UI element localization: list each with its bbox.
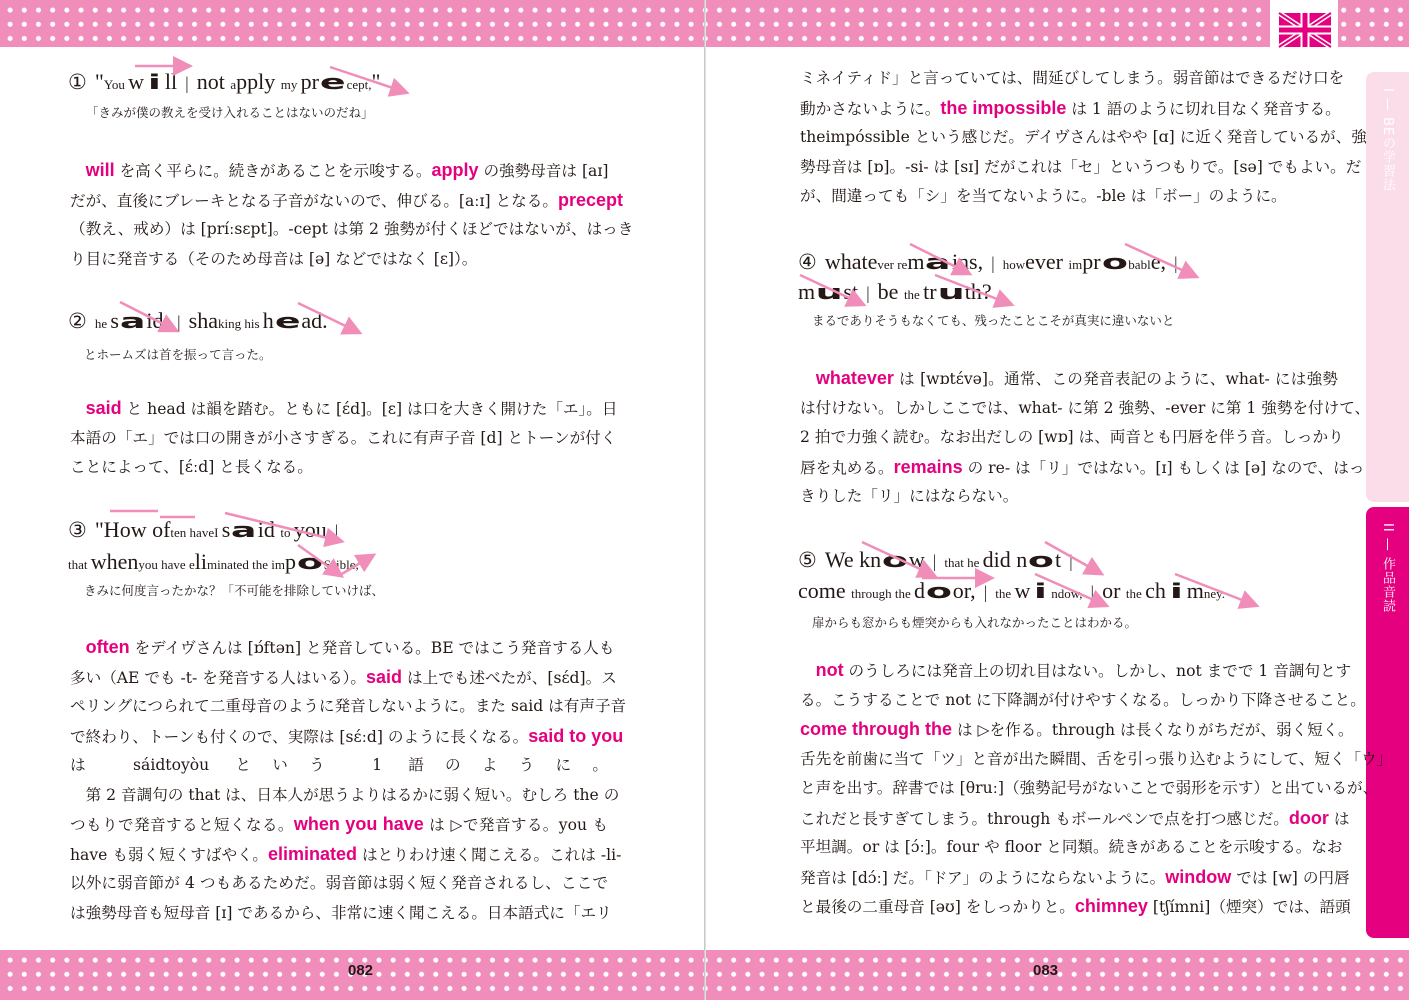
text-line: [70, 424, 617, 454]
highlighted-term: precept: [557, 189, 623, 210]
body-text: [70, 400, 86, 418]
example-word: You: [103, 77, 129, 92]
example-word: pr: [1082, 249, 1101, 274]
example-word: id,: [146, 308, 170, 333]
body-text: は [wɒtɛ́və]。通常、この発音表記のように、what- には強勢: [893, 370, 1338, 388]
example-word: ll: [164, 69, 178, 94]
example-word: he: [94, 316, 111, 331]
example-number: ③: [68, 518, 87, 542]
example-word: s: [221, 517, 231, 542]
example-word: that: [68, 557, 91, 572]
example-1-translation: 「きみが僕の教えを受け入れることはないのだね」: [86, 105, 374, 120]
page-number-right: 083: [1033, 962, 1059, 979]
example-word: st: [843, 279, 859, 304]
paragraph: [70, 394, 618, 483]
body-text: は上でも述べたが、[sɛ́d]。ス: [402, 668, 617, 687]
example-word: not: [196, 69, 231, 94]
side-tab-label: II — 作品音読: [1380, 523, 1395, 613]
text-line: [70, 453, 608, 483]
paragraph: [800, 656, 1393, 922]
text-line: [70, 633, 615, 663]
example-word: babl: [1128, 257, 1151, 272]
body-text: 発音は [dɔ́ː] だ。「ドア」のようにならないように。: [800, 868, 1166, 887]
highlighted-term: said to you: [528, 725, 624, 746]
example-word: ney.: [1203, 586, 1225, 601]
highlighted-term: when you have: [293, 814, 424, 834]
text-line: [800, 364, 1338, 394]
highlighted-term: the impossible: [940, 97, 1067, 118]
text-line: [70, 810, 608, 840]
highlighted-term: door: [1288, 807, 1329, 828]
example-word: you: [293, 517, 327, 542]
body-text: で終わり、トーンも付くので、実際は [sɛ́ːd] のように長くなる。: [70, 727, 529, 746]
text-line: [800, 423, 1344, 453]
text-line: [800, 64, 1345, 94]
text-line: [800, 482, 1338, 512]
highlighted-term: said: [366, 666, 403, 687]
body-text: 平坦調。or は [ɔ́ː]。four や floor と同類。続きがあることを示唆する。なお: [800, 838, 1343, 856]
body-text: 以外に弱音節が 4 つもあるためだ。弱音節は弱く短く発音されるし、ここで: [70, 874, 608, 892]
example-word: whate: [824, 249, 878, 274]
phrase-separator: |: [177, 312, 181, 332]
example-word: sha: [188, 308, 218, 333]
example-word: or: [1102, 578, 1126, 603]
example-word: m: [798, 279, 816, 304]
example-word: p: [284, 549, 296, 574]
body-text: は sáidtoyòu という 1 語のように。: [70, 756, 608, 774]
text-line: [70, 394, 618, 424]
example-word: Ssible,: [323, 557, 359, 572]
text-line: [70, 156, 608, 186]
highlighted-term: come through the: [800, 719, 952, 739]
body-text: の re- は「リ」ではない。[ɪ] もしくは [ə] なので、はっ: [962, 458, 1365, 477]
example-3-line-1: [68, 516, 346, 547]
example-word: m: [907, 249, 925, 274]
example-word: the: [903, 287, 924, 302]
body-text: のうしろには発音上の切れ目はない。しかし、not までで 1 音調句とす: [843, 662, 1352, 680]
stressed-vowel: o: [1101, 250, 1128, 274]
example-5-line-1: [798, 546, 1081, 577]
example-word: ch: [1145, 578, 1166, 603]
text-line: [800, 745, 1393, 775]
body-text: 動かさないように。: [800, 99, 941, 118]
example-word: h: [262, 308, 274, 333]
stressed-vowel: e: [319, 70, 346, 94]
example-number: ②: [68, 309, 87, 333]
highlighted-term: said: [85, 398, 122, 418]
example-word: ten haveI: [170, 525, 222, 540]
text-line: [70, 781, 620, 811]
example-5-line-2: [798, 577, 1225, 608]
text-line: [800, 453, 1365, 483]
text-line: [800, 804, 1350, 834]
body-text: ミネイティド」と言っていては、間延びしてしまう。弱音節はできるだけ口を: [800, 69, 1345, 87]
text-line: [800, 656, 1352, 686]
example-word: w: [128, 69, 145, 94]
example-word: or,: [952, 578, 976, 603]
text-line: [70, 869, 608, 899]
example-word: We kn: [824, 547, 882, 572]
body-text: は ▷で発音する。you も: [423, 816, 608, 834]
example-word: d: [913, 578, 925, 603]
example-5-translation: 扉からも窓からも煙突からも入れなかったことはわかる。: [812, 615, 1138, 630]
body-text: だが、直後にブレーキとなる子音がないので、伸びる。[aːɪ] となる。: [70, 191, 558, 210]
stressed-vowel: o: [296, 550, 323, 574]
stressed-vowel: o: [1028, 548, 1055, 572]
example-word: you have e: [138, 557, 195, 572]
paragraph: [70, 633, 627, 928]
stressed-vowel: i: [1034, 579, 1048, 603]
example-4-line-2: [798, 278, 992, 309]
phrase-separator: |: [991, 253, 995, 273]
body-text: [70, 639, 86, 657]
text-line: [800, 833, 1343, 863]
stressed-vowel: u: [815, 280, 843, 304]
union-jack-flag-icon: [1279, 13, 1331, 47]
body-text: 多い（AE でも -t- を発音する人はいる）。: [70, 668, 367, 687]
body-text: 2 拍で力強く読む。なお出だしの [wɒ] は、両音とも円唇を伴う音。しっかり: [800, 428, 1344, 446]
body-text: をデイヴさんは [ɒ́ftən] と発音している。BE ではこう発音する人も: [129, 639, 615, 657]
text-line: [70, 215, 634, 245]
highlighted-term: eliminated: [267, 843, 357, 864]
highlighted-term: will: [85, 160, 115, 180]
example-word: "How of: [94, 517, 171, 542]
example-word: through the: [851, 586, 914, 601]
example-word: ever: [1025, 249, 1069, 274]
example-3-translation: きみに何度言ったかな？「不可能を排除していけば、: [84, 583, 385, 598]
phrase-separator: |: [1173, 253, 1178, 273]
text-line: [800, 123, 1367, 153]
stressed-vowel: o: [925, 579, 952, 603]
text-line: [70, 840, 622, 870]
text-line: [800, 153, 1362, 183]
body-text: ペリングにつられて二重母音のように発音しないように。また said は有声子音: [70, 697, 627, 715]
example-word: t: [1055, 547, 1062, 572]
example-word: my: [280, 77, 301, 92]
body-text: は: [1328, 809, 1350, 828]
phrase-separator: |: [1090, 582, 1095, 602]
side-tab-reading-works[interactable]: [1366, 507, 1409, 938]
example-word: tr: [923, 279, 937, 304]
stressed-vowel: i: [147, 70, 161, 94]
body-text: の強勢母音は [aɪ]: [478, 162, 609, 180]
text-line: [800, 774, 1379, 804]
stressed-vowel: i: [1169, 579, 1183, 603]
highlighted-term: apply: [431, 160, 479, 180]
example-word: m: [1186, 578, 1204, 603]
example-word: did n: [982, 547, 1028, 572]
example-number: ⑤: [798, 548, 817, 572]
example-4-line-1: [798, 248, 1186, 279]
example-2-line: [68, 307, 328, 338]
text-line: [800, 863, 1350, 893]
body-text: と声を出す。辞書では [θruː]（強勢記号がないことで弱形を示す）と出ているが、: [800, 779, 1379, 797]
example-word: pply: [236, 69, 281, 94]
body-text: [tʃímni]（煙突）では、語頭: [1147, 898, 1351, 916]
body-text: [800, 370, 816, 388]
stressed-vowel: o: [881, 548, 909, 572]
text-line: [70, 186, 623, 216]
example-word: a: [230, 77, 237, 92]
body-text: [800, 662, 816, 680]
example-word: the: [995, 586, 1015, 601]
side-tab-label: I — BEの学習法: [1380, 88, 1395, 193]
example-word: ver re: [877, 257, 908, 272]
example-word: s: [110, 308, 119, 333]
example-word: when: [90, 549, 139, 574]
body-text: 本語の「エ」では口の開きが小さすぎる。これに有声子音 [d] とトーンが付く: [70, 428, 617, 447]
example-word: to: [280, 525, 294, 540]
stressed-vowel: e: [274, 309, 301, 333]
example-1-line: [68, 68, 380, 99]
body-text: （教え、戒め）は [príːsɛpt]。-cept は第 2 強勢が付くほどではないが、はっき: [70, 220, 634, 238]
example-word: the: [1125, 586, 1146, 601]
example-number: ①: [68, 70, 87, 94]
body-text: 第 2 音調句の that は、日本人が思うよりはるかに弱く短い。むしろ the の: [70, 785, 620, 804]
example-word: how: [1002, 257, 1026, 272]
stressed-vowel: a: [119, 309, 146, 333]
body-text: は付けない。しかしここでは、what- に第 2 強勢、-ever に第 1 強勢を付けて、: [800, 398, 1371, 417]
highlighted-term: often: [85, 637, 130, 657]
page-gutter: [704, 0, 706, 1000]
body-text: 舌先を前歯に当て「ツ」と音が出た瞬間、舌を引っ張り込むようにして、短く「ウ」: [800, 749, 1393, 768]
stressed-vowel: a: [231, 518, 257, 542]
body-text: を高く平らに。続きがあることを示唆する。: [114, 162, 432, 180]
highlighted-term: whatever: [815, 368, 894, 388]
text-line: [800, 892, 1351, 922]
phrase-separator: |: [1069, 551, 1073, 571]
text-line: [70, 899, 612, 929]
body-text: り目に発音する（そのため母音は [ə] などではなく [ɛ]）。: [70, 249, 478, 268]
highlighted-term: chimney: [1074, 896, 1148, 916]
text-line: [70, 692, 627, 722]
text-line: [800, 182, 1338, 212]
text-line: [800, 394, 1371, 424]
body-text: [70, 162, 86, 180]
example-3-line-2: [68, 548, 359, 579]
highlighted-term: window: [1165, 866, 1232, 887]
phrase-separator: |: [932, 551, 937, 571]
body-text: と最後の二重母音 [əʊ] をしっかりと。: [800, 898, 1075, 916]
highlighted-term: not: [815, 660, 844, 680]
example-word: cept,: [346, 77, 372, 92]
body-text: 唇を丸める。: [800, 458, 894, 477]
page-number-left: 082: [348, 962, 374, 979]
text-line: [800, 715, 1354, 745]
body-text: theimpóssible という感じだ。デイヴさんはやや [ɑ] に近く発音しているが、強: [800, 128, 1367, 146]
body-text: が、間違っても「シ」を当てないように。-ble は「ボー」のように。: [800, 187, 1287, 205]
phrase-separator: |: [866, 283, 870, 303]
body-text: have も弱く短くすばやく。: [70, 845, 268, 864]
body-text: これだと長すぎてしまう。through もボールペンで点を打つ感じだ。: [800, 809, 1289, 828]
body-text: る。こうすることで not に下降調が付けやすくなる。しっかり下降させること。: [800, 690, 1366, 709]
text-line: [800, 686, 1366, 716]
example-word: w: [1014, 578, 1031, 603]
example-word: id: [257, 517, 281, 542]
phrase-separator: |: [334, 521, 339, 541]
paragraph: [800, 364, 1371, 512]
highlighted-term: remains: [893, 456, 963, 477]
body-text: つもりで発音すると短くなる。: [70, 816, 294, 834]
example-word: th?: [964, 279, 992, 304]
example-2-translation: とホームズは首を振って言った。: [84, 347, 272, 362]
example-word: king his: [217, 316, 263, 331]
stressed-vowel: u: [937, 280, 965, 304]
text-line: [70, 722, 624, 752]
body-text: は強勢母音も短母音 [ɪ] であるから、非常に速く聞こえる。日本語式に「エリ: [70, 903, 612, 922]
text-line: [70, 751, 608, 781]
body-text: きりした「リ」にはならない。: [800, 487, 1019, 505]
example-word: that he: [944, 555, 983, 570]
example-word: come: [798, 578, 852, 603]
example-word: ad.: [301, 308, 328, 333]
body-text: と head は韻を踏む。ともに [ɛ́d]。[ɛ] は口を大きく開けた「エ」。日: [121, 400, 618, 418]
example-word: ": [371, 69, 381, 94]
body-text: ことによって、[ɛ́ːd] と長くなる。: [70, 458, 313, 476]
example-word: w: [908, 547, 925, 572]
example-word: e,: [1150, 249, 1166, 274]
example-word: li: [194, 549, 207, 574]
example-word: be: [877, 279, 904, 304]
stressed-vowel: a: [925, 250, 952, 274]
text-line: [70, 663, 617, 693]
example-word: ": [94, 69, 104, 94]
body-text: はとりわけ速く聞こえる。これは -li-: [357, 845, 622, 864]
example-word: ins,: [951, 249, 984, 274]
phrase-separator: |: [983, 582, 988, 602]
text-line: [70, 245, 608, 275]
example-word: pr: [300, 69, 319, 94]
paragraph: [800, 64, 1367, 212]
example-word: minated the im: [206, 557, 285, 572]
example-word: im: [1068, 257, 1083, 272]
phrase-separator: |: [185, 73, 189, 93]
side-tab-be-study-method[interactable]: [1366, 72, 1409, 502]
text-line: [800, 94, 1341, 124]
example-word: ndow,: [1051, 586, 1083, 601]
body-text: は ▷を作る。through は長くなりがちだが、弱く短く。: [952, 721, 1354, 739]
example-number: ④: [798, 250, 817, 274]
paragraph: [70, 156, 634, 274]
example-4-translation: まるでありそうもなくても、残ったことこそが真実に違いないと: [812, 313, 1175, 328]
body-text: では [w] の円唇: [1231, 868, 1350, 887]
body-text: は 1 語のように切れ目なく発音する。: [1066, 99, 1341, 118]
body-text: 勢母音は [ɒ]。-si- は [sɪ] だがこれは「セ」というつもりで。[sə] でもよい。だ: [800, 157, 1362, 176]
